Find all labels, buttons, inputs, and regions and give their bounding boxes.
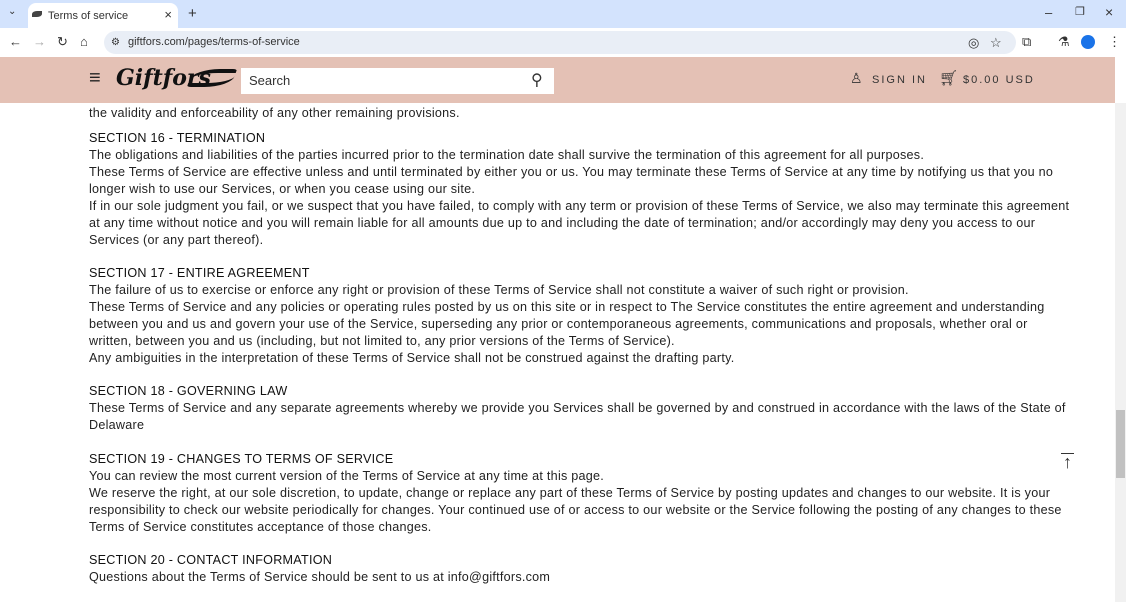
forward-icon[interactable]: → — [33, 34, 46, 49]
reload-icon[interactable]: ↻ — [57, 34, 68, 49]
text-line: written, between you and us (including, but not limited to, any prior versions of the Terms of Service). — [89, 334, 675, 348]
labs-icon[interactable]: ⚗ — [1058, 34, 1070, 49]
text-line: We reserve the right, at our sole discretion, to update, change or replace any part of these Terms of Service by posting updates and changes to our website. It is your — [89, 486, 1051, 500]
site-header — [0, 57, 1115, 103]
scrollbar-thumb[interactable] — [1116, 410, 1125, 478]
cart-total-link[interactable]: $0.00 USD — [963, 74, 1035, 86]
menu-kebab-icon[interactable]: ⋮ — [1108, 34, 1121, 49]
text-line: longer wish to use our Services, or when you cease using our site. — [89, 182, 476, 196]
url-text: giftfors.com/pages/terms-of-service — [128, 36, 300, 48]
bookmark-star-icon[interactable]: ☆ — [990, 35, 1002, 50]
restore-icon[interactable]: ❐ — [1075, 6, 1085, 18]
address-bar[interactable] — [104, 31, 1016, 54]
profile-avatar-icon[interactable] — [1081, 35, 1095, 49]
section-heading: SECTION 16 - TERMINATION — [89, 131, 266, 145]
text-line: Delaware — [89, 418, 145, 432]
text-line: You can review the most current version of the Terms of Service at any time at this page. — [89, 469, 605, 483]
text-line: Any ambiguities in the interpretation of these Terms of Service shall not be construed against the drafting party. — [89, 351, 735, 365]
text-line: Terms of Service constitutes acceptance of those changes. — [89, 520, 432, 534]
user-icon: ♙ — [850, 70, 863, 86]
tab-title: Terms of service — [48, 9, 129, 22]
hamburger-menu-icon[interactable]: ≡ — [89, 67, 101, 89]
text-line: Services (or any part thereof). — [89, 233, 264, 247]
new-tab-icon[interactable]: + — [188, 5, 197, 22]
close-window-icon[interactable]: × — [1105, 4, 1114, 20]
text-line: These Terms of Service are effective unless and until terminated by either you or us. You may terminate these Terms of Service at any time by notifying us that you no — [89, 165, 1054, 179]
text-line: the validity and enforceability of any other remaining provisions. — [89, 106, 460, 120]
home-icon[interactable]: ⌂ — [80, 34, 88, 49]
favicon-icon — [32, 11, 42, 17]
text-line: between you and us and govern your use of the Service, superseding any prior or contemporaneous agreements, communications and proposals, whether oral or — [89, 317, 1028, 331]
section-heading: SECTION 20 - CONTACT INFORMATION — [89, 553, 333, 567]
text-line: Questions about the Terms of Service should be sent to us at info@giftfors.com — [89, 570, 551, 584]
site-logo[interactable]: Giftfors — [116, 65, 211, 91]
search-icon[interactable]: ⚲ — [531, 72, 543, 89]
minimize-icon[interactable]: – — [1045, 5, 1053, 20]
text-line: These Terms of Service and any separate agreements whereby we provide you Services shall be governed by and construed in accordance with the laws of the State of — [89, 401, 1066, 415]
search-placeholder: Search — [249, 73, 291, 88]
close-tab-icon[interactable]: × — [164, 7, 172, 22]
tracking-icon[interactable]: ◎ — [968, 35, 980, 50]
text-line: These Terms of Service and any policies or operating rules posted by us on this site or in respect to The Service constitutes the entire agreement and understanding — [89, 300, 1045, 314]
tab-bar — [0, 0, 1126, 28]
site-info-icon[interactable]: ⚙ — [111, 37, 120, 48]
tab-list-icon[interactable]: ⌄ — [8, 6, 17, 17]
section-heading: SECTION 19 - CHANGES TO TERMS OF SERVICE — [89, 452, 394, 466]
text-line: If in our sole judgment you fail, or we suspect that you have failed, to comply with any term or provision of these Terms of Service, we also may terminate this agreement — [89, 199, 1070, 213]
extensions-icon[interactable]: ⧉ — [1022, 34, 1032, 49]
cart-icon[interactable]: 🛒︎ — [939, 70, 959, 87]
text-line: The obligations and liabilities of the parties incurred prior to the termination date shall survive the termination of this agreement for all purposes. — [89, 148, 925, 162]
back-to-top-icon[interactable]: ↑ — [1063, 452, 1072, 472]
sign-in-link[interactable]: SIGN IN — [872, 74, 927, 86]
section-heading: SECTION 17 - ENTIRE AGREEMENT — [89, 266, 310, 280]
text-line: The failure of us to exercise or enforce any right or provision of these Terms of Service shall not constitute a waiver of such right or provision. — [89, 283, 909, 297]
text-line: at any time without notice and you will remain liable for all amounts due up to and including the date of termination; and/or accordingly may deny you access to our — [89, 216, 1036, 230]
browser-tab[interactable] — [28, 3, 178, 28]
scrollbar-track[interactable] — [1115, 103, 1126, 602]
text-line: responsibility to check our website periodically for changes. Your continued use of or access to our website or the Service following the posting of any changes to these — [89, 503, 1062, 517]
search-input[interactable] — [241, 68, 554, 94]
back-icon[interactable]: ← — [9, 34, 22, 49]
section-heading: SECTION 18 - GOVERNING LAW — [89, 384, 288, 398]
browser-toolbar — [0, 28, 1126, 57]
